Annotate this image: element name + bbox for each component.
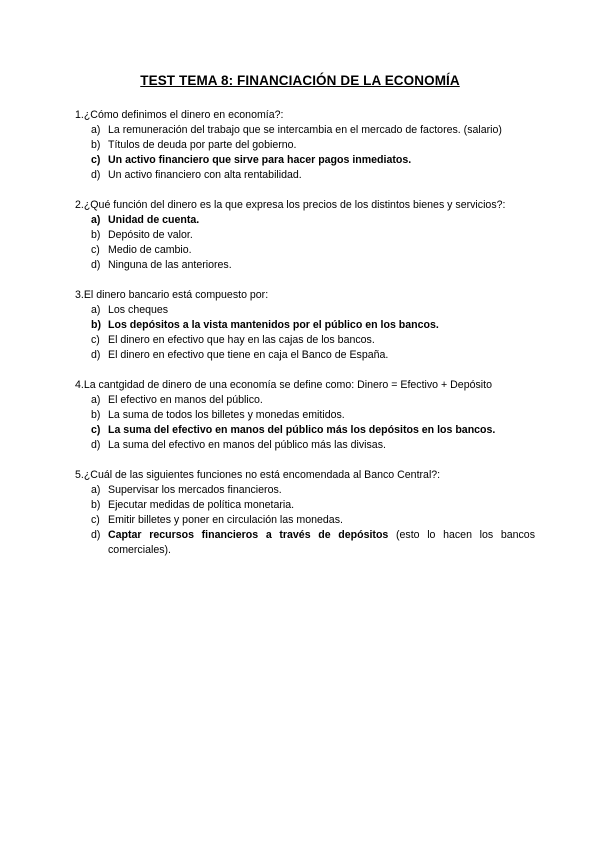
answer-text: Ninguna de las anteriores. (108, 259, 232, 271)
answer-letter: a) (91, 394, 101, 406)
question-text: 5.¿Cuál de las siguientes funciones no está encomendada al Banco Central?: (75, 469, 441, 481)
answer-letter: b) (91, 409, 101, 421)
answer-option-b (75, 408, 535, 423)
question-1 (75, 108, 535, 183)
answer-text (108, 528, 535, 558)
answer-text: La suma del efectivo en manos del público más los depósitos en los bancos. (108, 424, 496, 436)
page-title: TEST TEMA 8: FINANCIACIÓN DE LA ECONOMÍA (140, 73, 460, 88)
answer-letter: c) (91, 334, 100, 346)
answer-letter: c) (91, 514, 100, 526)
answer-letter: d) (91, 529, 101, 541)
answer-option-d (75, 168, 535, 183)
answer-option-b-correct (75, 318, 535, 333)
answer-letter: c) (91, 424, 101, 436)
answer-option-b (75, 138, 535, 153)
answer-text: Ejecutar medidas de política monetaria. (108, 499, 295, 511)
answer-option-d (75, 438, 535, 453)
answer-option-a (75, 483, 535, 498)
answer-option-c-correct (75, 153, 535, 168)
question-2 (75, 198, 535, 273)
answer-letter: d) (91, 439, 101, 451)
answer-text: Supervisar los mercados financieros. (108, 484, 282, 496)
answer-option-c-correct (75, 423, 535, 438)
answer-option-d-correct (75, 528, 535, 558)
answer-text: El dinero en efectivo que hay en las cajas de los bancos. (108, 334, 375, 346)
answer-letter: d) (91, 349, 101, 361)
answer-text: Un activo financiero con alta rentabilidad. (108, 169, 302, 181)
answer-letter: a) (91, 214, 101, 226)
answer-letter: b) (91, 499, 101, 511)
answer-letter: b) (91, 139, 101, 151)
answer-letter: b) (91, 319, 101, 331)
answer-letter: a) (91, 124, 101, 136)
answer-option-a (75, 393, 535, 408)
question-text: 4.La cantgidad de dinero de una economía se define como: Dinero = Efectivo + Depósito (75, 379, 492, 391)
question-text: 2.¿Qué función del dinero es la que expresa los precios de los distintos bienes y servicios?: (75, 199, 506, 211)
answer-text: Los depósitos a la vista mantenidos por el público en los bancos. (108, 319, 439, 331)
answer-text: Depósito de valor. (108, 229, 193, 241)
answer-list (75, 303, 535, 363)
question-3 (75, 288, 535, 363)
answer-text: Medio de cambio. (108, 244, 192, 256)
answer-list (75, 483, 535, 558)
answer-letter: d) (91, 259, 101, 271)
question-list (75, 108, 535, 573)
question-4 (75, 378, 535, 453)
answer-option-c (75, 333, 535, 348)
answer-option-a-correct (75, 213, 535, 228)
answer-letter: a) (91, 304, 101, 316)
answer-letter: d) (91, 169, 101, 181)
answer-letter: c) (91, 154, 101, 166)
question-5 (75, 468, 535, 558)
answer-text: Los cheques (108, 304, 169, 316)
answer-option-d (75, 348, 535, 363)
question-text: 3.El dinero bancario está compuesto por: (75, 289, 269, 301)
answer-letter: c) (91, 244, 100, 256)
answer-text: Unidad de cuenta. (108, 214, 200, 226)
answer-option-d (75, 258, 535, 273)
answer-text: El efectivo en manos del público. (108, 394, 263, 406)
answer-text: Un activo financiero que sirve para hacer pagos inmediatos. (108, 154, 412, 166)
answer-text-bold: Captar recursos financieros a través de depósitos (108, 529, 389, 541)
answer-option-b (75, 228, 535, 243)
answer-text-note: (esto lo hacen los bancos comerciales). (108, 529, 535, 556)
answer-option-c (75, 513, 535, 528)
answer-text: Emitir billetes y poner en circulación las monedas. (108, 514, 343, 526)
answer-text: La suma del efectivo en manos del público más las divisas. (108, 439, 386, 451)
answer-option-a (75, 123, 535, 138)
answer-option-a (75, 303, 535, 318)
answer-text: Títulos de deuda por parte del gobierno. (108, 139, 297, 151)
answer-option-b (75, 498, 535, 513)
answer-letter: b) (91, 229, 101, 241)
answer-option-c (75, 243, 535, 258)
answer-text: El dinero en efectivo que tiene en caja el Banco de España. (108, 349, 389, 361)
answer-letter: a) (91, 484, 101, 496)
answer-text: La remuneración del trabajo que se intercambia en el mercado de factores. (salario) (108, 124, 502, 136)
answer-list (75, 393, 535, 453)
question-text: 1.¿Cómo definimos el dinero en economía?: (75, 109, 284, 121)
answer-list (75, 123, 535, 183)
answer-text: La suma de todos los billetes y monedas emitidos. (108, 409, 345, 421)
answer-list (75, 213, 535, 273)
